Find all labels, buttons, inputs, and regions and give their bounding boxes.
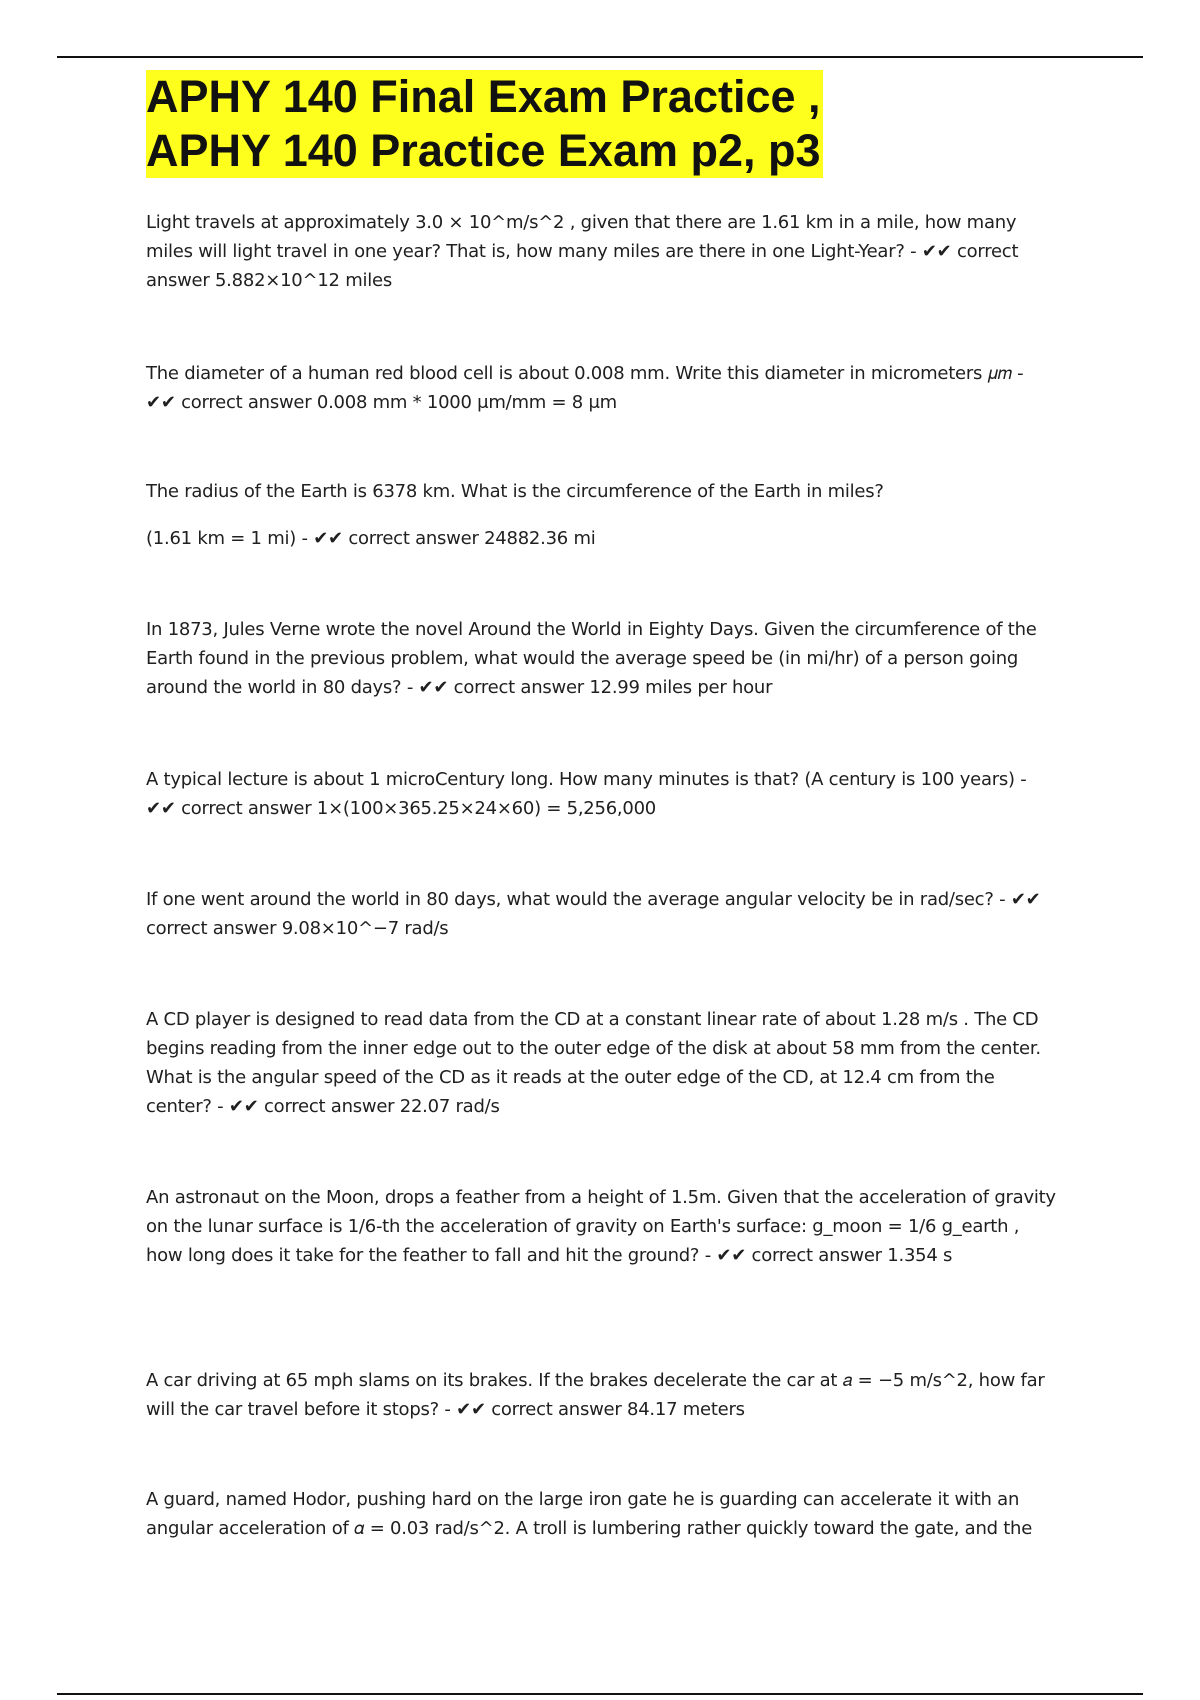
question-text: A car driving at 65 mph slams on its brakes. If the brakes decelerate the car at 𝑎 = −5 m/s^2, how far will the car travel before it stops? - ✔✔ correct answer 84.17 meters: [146, 1370, 1045, 1420]
question-9: [146, 1366, 1056, 1424]
question-2: [146, 359, 1056, 417]
question-answer-line: (1.61 km = 1 mi) - ✔✔ correct answer 24882.36 mi: [146, 528, 596, 549]
document-body: [146, 70, 1056, 1539]
question-8: [146, 1183, 1056, 1270]
question-text: A CD player is designed to read data from the CD at a constant linear rate of about 1.28 m/s . The CD begins reading from the inner edge out to the outer edge of the disk at about 58 mm from the center. What is the angular speed of the CD as it reads at the outer edge of the CD, at 12.4 cm from the center? - ✔✔ correct answer 22.07 rad/s: [146, 1009, 1041, 1117]
question-6: [146, 885, 1056, 943]
question-1: [146, 208, 1056, 295]
question-7: [146, 1005, 1056, 1121]
question-4: [146, 615, 1056, 702]
title-line-1: APHY 140 Final Exam Practice ,: [146, 71, 821, 122]
question-text: Light travels at approximately 3.0 × 10^m/s^2 , given that there are 1.61 km in a mile, how many miles will light travel in one year? That is, how many miles are there in one Light-Year? - ✔✔ correct answer 5.882×10^12 miles: [146, 212, 1019, 291]
question-10: [146, 1485, 1056, 1543]
question-3: [146, 477, 1056, 553]
title-line-2: APHY 140 Practice Exam p2, p3: [146, 125, 821, 176]
question-text: In 1873, Jules Verne wrote the novel Around the World in Eighty Days. Given the circumference of the Earth found in the previous problem, what would the average speed be (in mi/hr) of a person going around the world in 80 days? - ✔✔ correct answer 12.99 miles per hour: [146, 619, 1037, 698]
question-text: A guard, named Hodor, pushing hard on the large iron gate he is guarding can accelerate it with an angular acceleration of 𝛼 = 0.03 rad/s^2. A troll is lumbering rather quickly toward the gate, and the: [146, 1489, 1033, 1539]
bottom-rule: [57, 1693, 1143, 1695]
question-text: The diameter of a human red blood cell is about 0.008 mm. Write this diameter in micrometers 𝜇𝑚 - ✔✔ correct answer 0.008 mm * 1000 μm/mm = 8 μm: [146, 363, 1024, 413]
page-title: [146, 70, 1056, 178]
question-text: The radius of the Earth is 6378 km. What is the circumference of the Earth in miles?: [146, 481, 884, 502]
top-rule: [57, 56, 1143, 58]
question-text: A typical lecture is about 1 microCentury long. How many minutes is that? (A century is 100 years) - ✔✔ correct answer 1×(100×365.25×24×60) = 5,256,000: [146, 769, 1027, 819]
question-5: [146, 765, 1056, 823]
question-text: If one went around the world in 80 days, what would the average angular velocity be in rad/sec? - ✔✔ correct answer 9.08×10^−7 rad/s: [146, 889, 1041, 939]
question-text: An astronaut on the Moon, drops a feather from a height of 1.5m. Given that the acceleration of gravity on the lunar surface is 1/6-th the acceleration of gravity on Earth's surface: g_moon = 1/6 g_earth , how long does it take for the feather to fall and hit the ground? - ✔✔ correct answer 1.354 s: [146, 1187, 1056, 1266]
